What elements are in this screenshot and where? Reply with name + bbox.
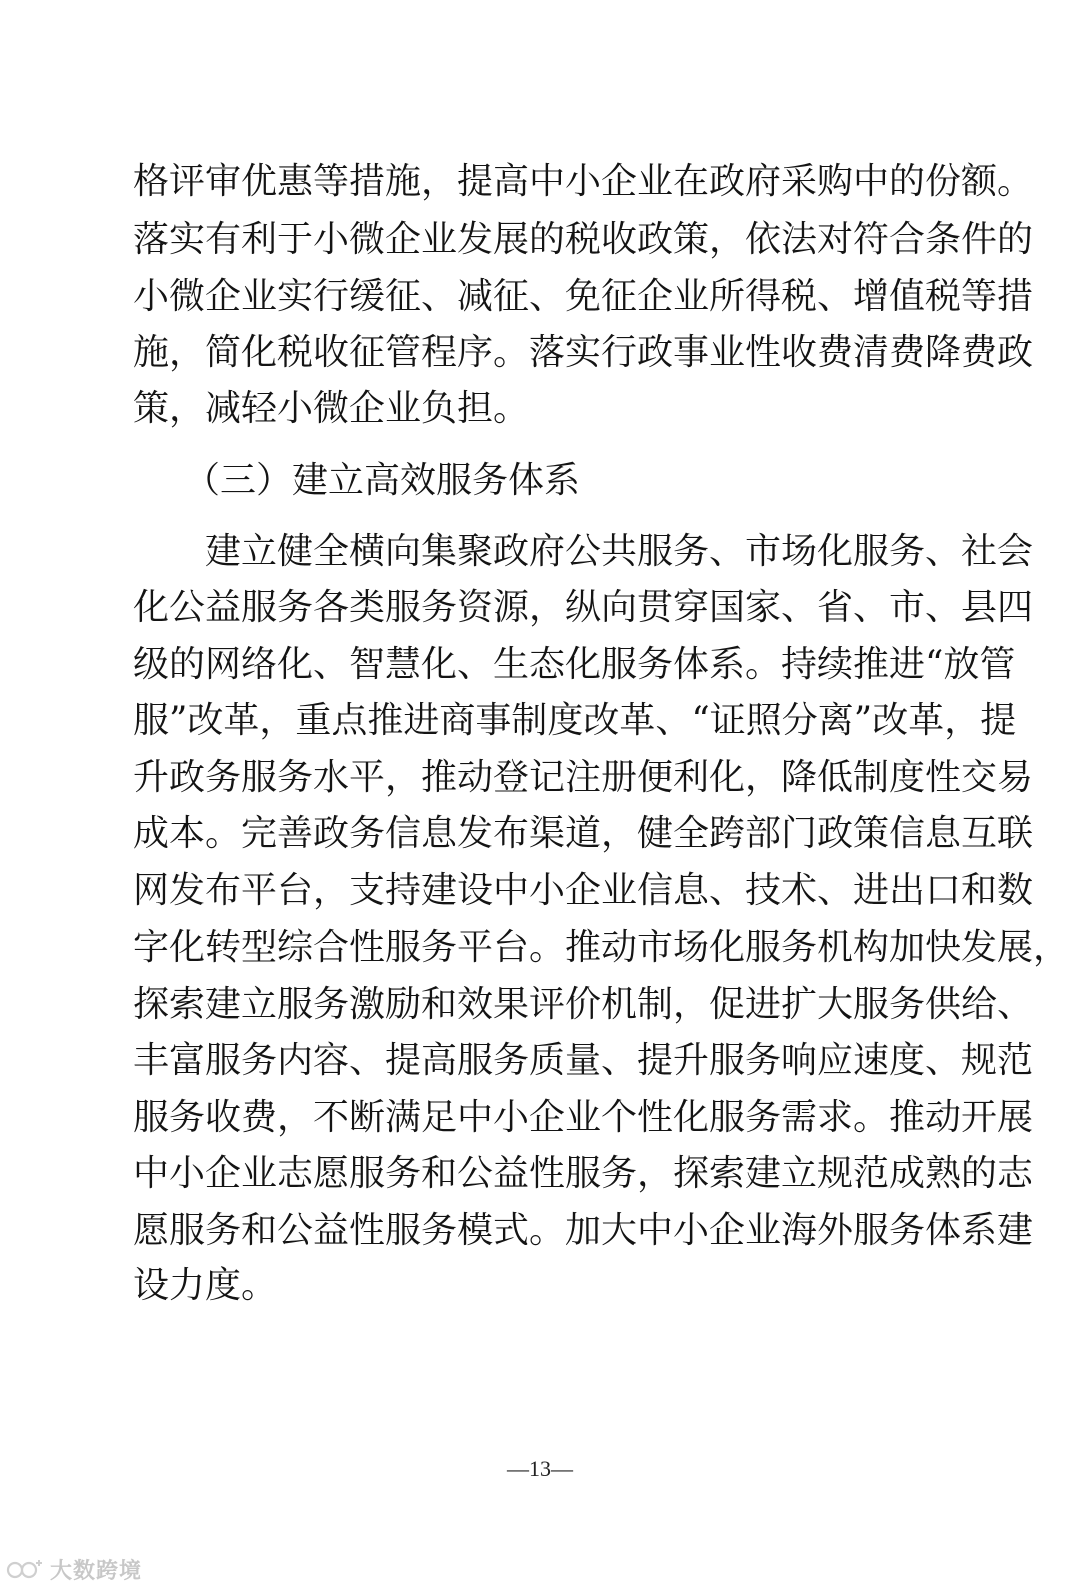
text-line: 网发布平台，支持建设中小企业信息、技术、进出口和数 (133, 870, 1034, 911)
text-line: 化公益服务各类服务资源，纵向贯穿国家、省、市、县四 (133, 587, 1034, 628)
text-line: 服务收费，不断满足中小企业个性化服务需求。推动开展 (133, 1097, 1034, 1138)
text-line: 服”改革，重点推进商事制度改革、“证照分离”改革，提 (133, 700, 1017, 741)
text-line: 小微企业实行缓征、减征、免征企业所得税、增值税等措 (133, 276, 1034, 317)
text-line: 级的网络化、智慧化、生态化服务体系。持续推进“放管 (133, 644, 1016, 685)
text-line: 落实有利于小微企业发展的税收政策，依法对符合条件的 (133, 219, 1034, 260)
dashujk-logo-icon (6, 1557, 44, 1583)
text-line: 设力度。 (133, 1265, 278, 1306)
text-line: 格评审优惠等措施，提高中小企业在政府采购中的份额。 (133, 161, 1034, 202)
section-heading: （三）建立高效服务体系 (184, 460, 581, 501)
text-line: 愿服务和公益性服务模式。加大中小企业海外服务体系建 (133, 1210, 1034, 1251)
text-line: 建立健全横向集聚政府公共服务、市场化服务、社会 (205, 531, 1034, 572)
text-line: 探索建立服务激励和效果评价机制，促进扩大服务供给、 (133, 984, 1034, 1025)
page-number: —13— (507, 1456, 573, 1481)
text-line: 升政务服务水平，推动登记注册便利化，降低制度性交易 (133, 757, 1034, 798)
text-line: 策，减轻小微企业负担。 (133, 388, 530, 429)
watermark (6, 1554, 142, 1585)
text-line: 丰富服务内容、提高服务质量、提升服务响应速度、规范 (133, 1040, 1034, 1081)
watermark-text: 大数跨境 (50, 1559, 143, 1584)
text-line: 成本。完善政务信息发布渠道，健全跨部门政策信息互联 (133, 813, 1034, 854)
text-line: 施，简化税收征管程序。落实行政事业性收费清费降费政 (133, 332, 1034, 373)
text-line: 字化转型综合性服务平台。推动市场化服务机构加快发展， (133, 927, 1070, 968)
text-line: 中小企业志愿服务和公益性服务，探索建立规范成熟的志 (133, 1153, 1034, 1194)
